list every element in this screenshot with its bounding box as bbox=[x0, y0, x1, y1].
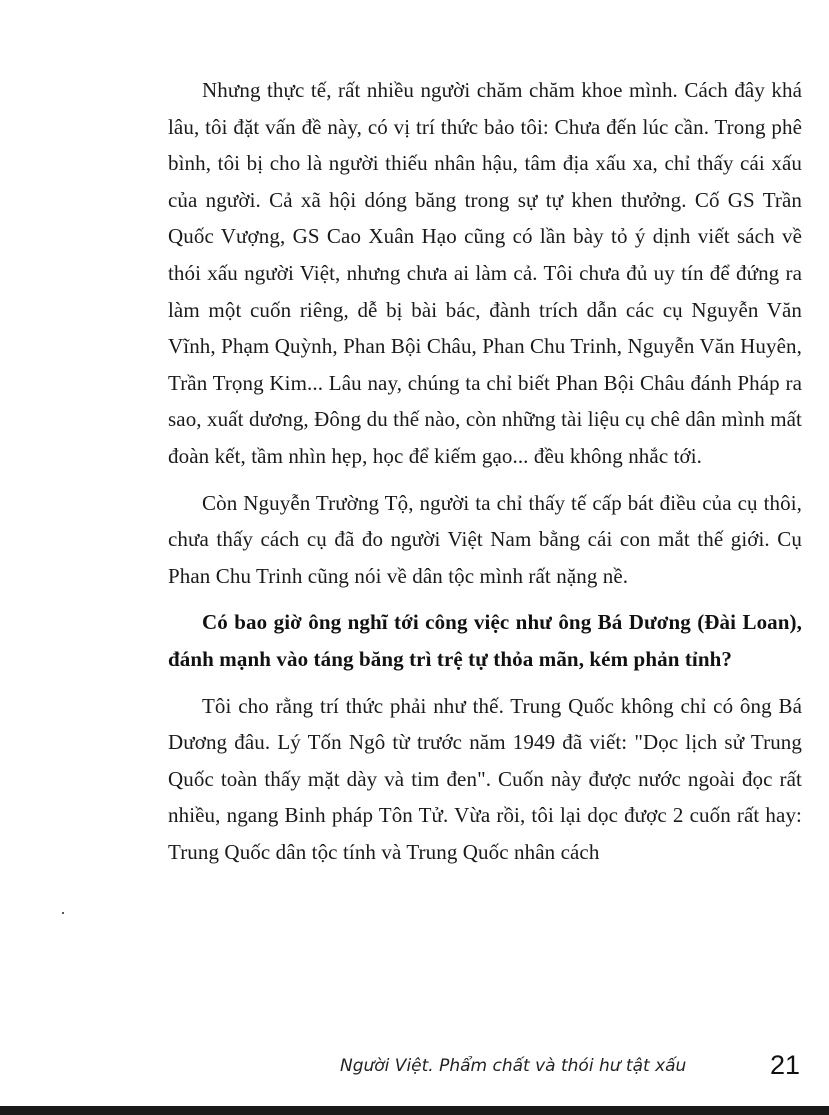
paragraph-1: Nhưng thực tế, rất nhiều người chăm chăm khoe mình. Cách đây khá lâu, tôi đặt vấn đề này, có vị trí thức bảo tôi: Chưa đến lúc cần. Trong phê bình, tôi bị cho là người thiếu nhân hậu, tâm địa xấu xa, chỉ thấy cái xấu của người. Cả xã hội dóng băng trong sự tự khen thưởng. Cố GS Trần Quốc Vượng, GS Cao Xuân Hạo cũng có lần bày tỏ ý dịnh viết sách về thói xấu người Việt, nhưng chưa ai làm cả. Tôi chưa đủ uy tín để đứng ra làm một cuốn riêng, dễ bị bài bác, đành trích dẫn các cụ Nguyễn Văn Vĩnh, Phạm Quỳnh, Phan Bội Châu, Phan Chu Trinh, Nguyễn Văn Huyên, Trần Trọng Kim... Lâu nay, chúng ta chỉ biết Phan Bội Châu đánh Pháp ra sao, xuất dương, Đông du thế nào, còn những tài liệu cụ chê dân mình mất đoàn kết, tầm nhìn hẹp, học để kiếm gạo... đều không nhắc tới. bbox=[168, 78, 802, 468]
paragraph-2: Còn Nguyễn Trường Tộ, người ta chỉ thấy tế cấp bát điều của cụ thôi, chưa thấy cách cụ đã đo người Việt Nam bằng cái con mắt thế giới. Cụ Phan Chu Trinh cũng nói về dân tộc mình rất nặng nề. bbox=[168, 490, 802, 588]
bottom-scan-edge bbox=[0, 1106, 829, 1115]
scan-speck bbox=[62, 912, 64, 914]
interview-question: Có bao giờ ông nghĩ tới công việc như ông Bá Dương (Đài Loan), đánh mạnh vào táng băng trì trệ tự thỏa mãn, kém phản tỉnh? bbox=[168, 610, 802, 671]
page-body bbox=[168, 72, 802, 870]
page-number: 21 bbox=[770, 1050, 801, 1080]
page-footer bbox=[340, 1050, 810, 1090]
interview-answer: Tôi cho rằng trí thức phải như thế. Trung Quốc không chỉ có ông Bá Dương đâu. Lý Tốn Ngô từ trước năm 1949 đã viết: "Dọc lịch sử Trung Quốc toàn thấy mặt dày và tim đen". Cuốn này được nước ngoài đọc rất nhiều, ngang Binh pháp Tôn Tử. Vừa rồi, tôi lại dọc được 2 cuốn rất hay: Trung Quốc dân tộc tính và Trung Quốc nhân cách bbox=[168, 693, 802, 864]
running-footer-title: Người Việt. Phẩm chất và thói hư tật xấu bbox=[340, 1056, 687, 1076]
